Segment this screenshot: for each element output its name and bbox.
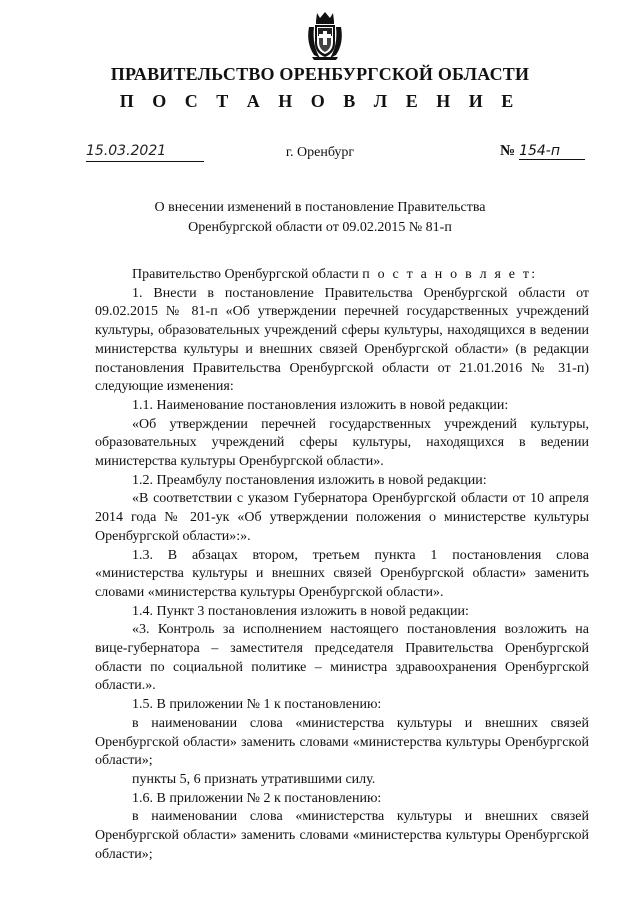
paragraph-1-2: 1.2. Преамбулу постановления изложить в новой редакции:	[132, 472, 487, 488]
paragraph-1-1: 1.1. Наименование постановления изложить в новой редакции:	[132, 397, 509, 413]
intro-resolves: п о с т а н о в л я е т:	[362, 267, 538, 282]
document-body	[95, 266, 589, 865]
paragraph-1-4-text: «3. Контроль за исполнением настоящего постановления возложить на вице-губернатора – заместителя председателя Правительства Оренбургской области по социальной политике – министра здравоохранения Оренбургской области.».	[95, 622, 589, 694]
government-name: ПРАВИТЕЛЬСТВО ОРЕНБУРГСКОЙ ОБЛАСТИ	[110, 64, 530, 84]
number-label: №	[500, 143, 516, 159]
handwritten-number: 154-п	[519, 143, 585, 160]
paragraph-1-5-item-2: пункты 5, 6 признать утратившими силу.	[132, 771, 376, 787]
paragraph-1-6-item-1: в наименовании слова «министерства культуры и внешних связей Оренбургской области» заменить словами «министерства культуры Оренбургской области»;	[95, 809, 589, 862]
intro-lead: Правительство Оренбургской области	[132, 267, 363, 282]
subject-line-2: Оренбургской области от 09.02.2015 № 81-п	[188, 220, 452, 235]
handwritten-date: 15.03.2021	[86, 143, 167, 159]
paragraph-1-2-text: «В соответствии с указом Губернатора Оренбургской области от 10 апреля 2014 года № 201-ук «Об утверждении положения о министерстве культуры Оренбургской области»:».	[95, 491, 589, 544]
document-number	[500, 143, 585, 165]
paragraph-1: 1. Внести в постановление Правительства Оренбургской области от 09.02.2015 № 81-п «Об утверждении перечней государственных учреждений культуры, образовательных учреждений сферы культуры, находящихся в ведении министерства культуры и внешних связей Оренбургской области» (в редакции постановления Правительства Оренбургской области от 21.01.2016 № 31-п) следующие изменения:	[95, 285, 589, 395]
document-city: г. Оренбург	[285, 145, 355, 160]
intro-paragraph	[95, 266, 589, 285]
orenburg-coat-of-arms-icon	[304, 11, 346, 61]
paragraph-1-5: 1.5. В приложении № 1 к постановлению:	[132, 697, 382, 713]
subject-line-1: О внесении изменений в постановление Правительства	[154, 200, 486, 215]
document-subject	[0, 198, 640, 238]
paragraph-1-4: 1.4. Пункт 3 постановления изложить в новой редакции:	[132, 603, 469, 619]
paragraph-1-5-item-1: в наименовании слова «министерства культуры и внешних связей Оренбургской области» заменить словами «министерства культуры Оренбургской области»;	[95, 715, 589, 769]
paragraph-1-1-text: «Об утверждении перечней государственных учреждений культуры, образовательных учреждений сферы культуры, находящихся в ведении министерства культуры Оренбургской области».	[95, 416, 589, 470]
document-type-title: П О С Т А Н О В Л Е Н И Е	[119, 91, 521, 111]
paragraph-1-3: 1.3. В абзацах втором, третьем пункта 1 постановления слова «министерства культуры и внешних связей Оренбургской области» заменить словами «министерства культуры Оренбургской области».	[95, 547, 589, 600]
paragraph-1-6: 1.6. В приложении № 2 к постановлению:	[132, 790, 382, 806]
